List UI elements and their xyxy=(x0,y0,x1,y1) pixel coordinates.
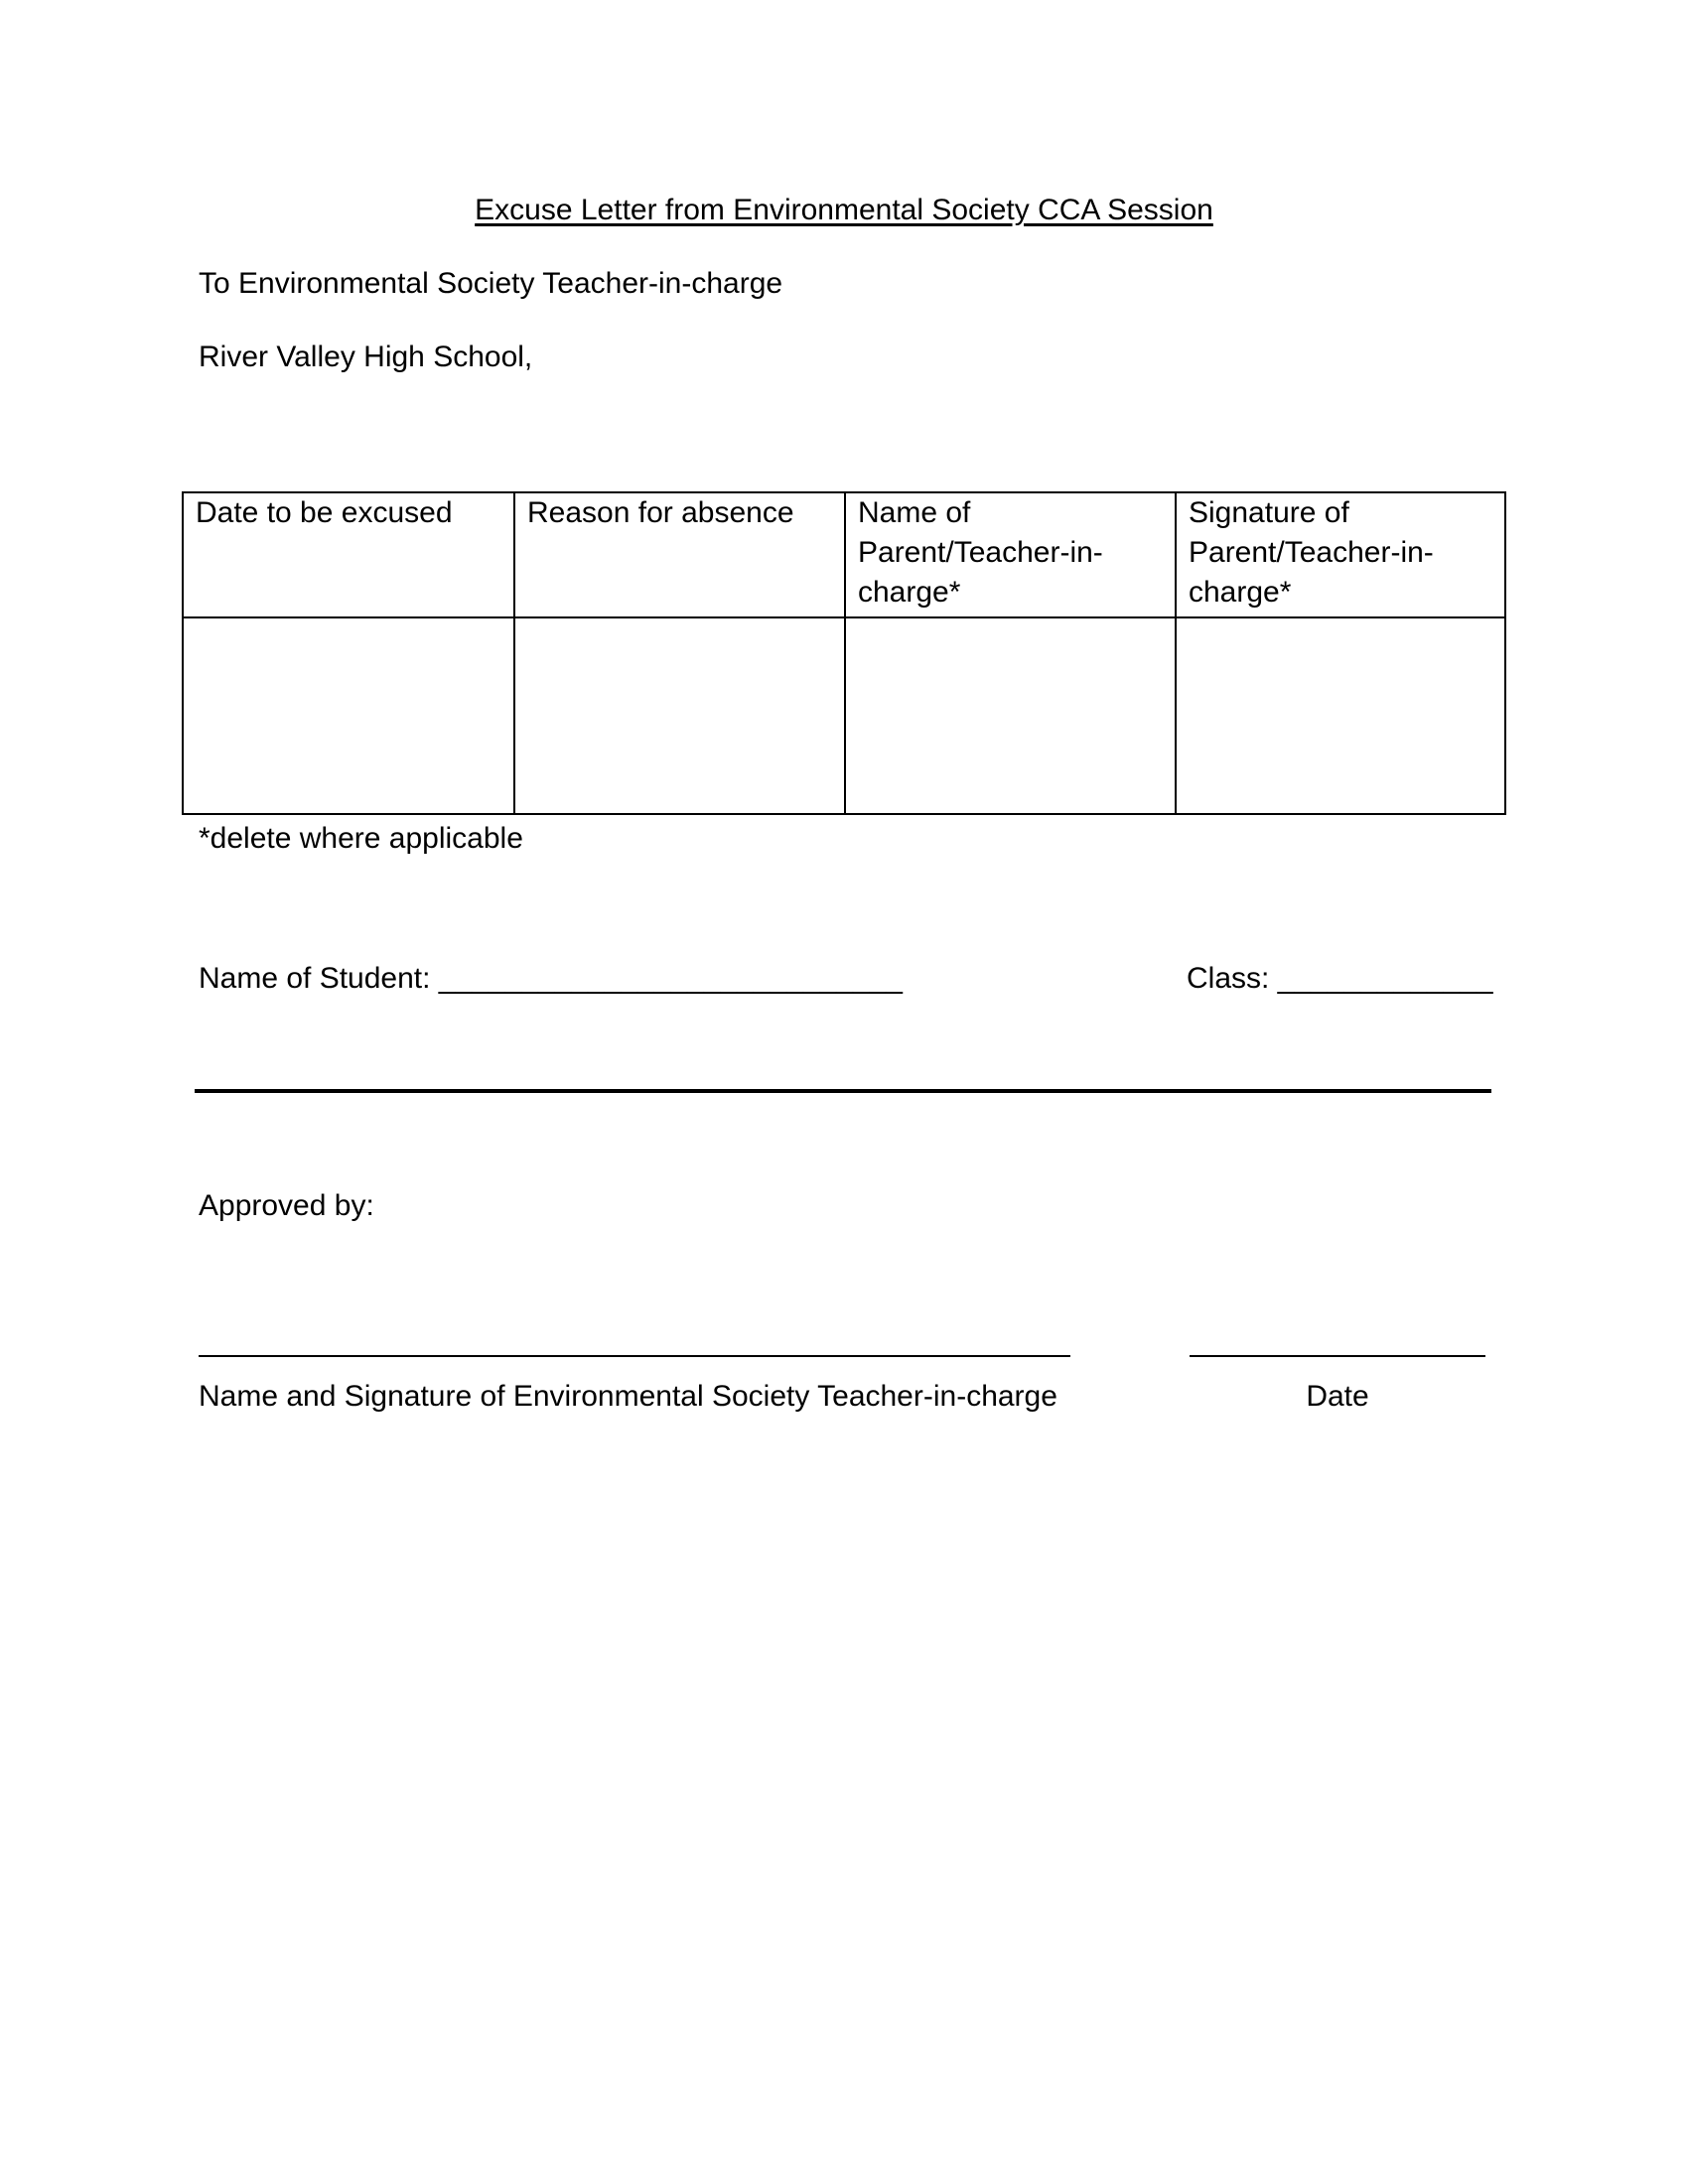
recipient-line-2: River Valley High School, xyxy=(199,341,533,373)
header-signature-of-parent-teacher: Signature of Parent/Teacher-in-charge* xyxy=(1176,492,1505,617)
date-caption: Date xyxy=(1306,1380,1369,1413)
table-row xyxy=(183,617,1505,814)
date-cell[interactable] xyxy=(183,617,514,814)
signature-caption: Name and Signature of Environmental Society Teacher-in-charge xyxy=(199,1380,1057,1413)
recipient-line-1: To Environmental Society Teacher-in-charge xyxy=(199,267,783,300)
reason-cell[interactable] xyxy=(514,617,845,814)
approved-by-label: Approved by: xyxy=(199,1189,374,1222)
document-title: Excuse Letter from Environmental Society CCA Session xyxy=(475,194,1213,226)
signature-line[interactable] xyxy=(199,1355,1070,1357)
section-divider xyxy=(195,1089,1491,1093)
header-date-to-be-excused: Date to be excused xyxy=(183,492,514,617)
parent-name-cell[interactable] xyxy=(845,617,1176,814)
excuse-table xyxy=(182,491,1506,815)
student-name-field[interactable]: Name of Student: ____________________________ xyxy=(199,962,903,995)
table-header-row xyxy=(183,492,1505,617)
date-line[interactable] xyxy=(1190,1355,1485,1357)
header-name-of-parent-teacher: Name of Parent/Teacher-in-charge* xyxy=(845,492,1176,617)
footnote: *delete where applicable xyxy=(199,822,523,855)
header-reason-for-absence: Reason for absence xyxy=(514,492,845,617)
class-field[interactable]: Class: _____________ xyxy=(1187,962,1493,995)
parent-signature-cell[interactable] xyxy=(1176,617,1505,814)
